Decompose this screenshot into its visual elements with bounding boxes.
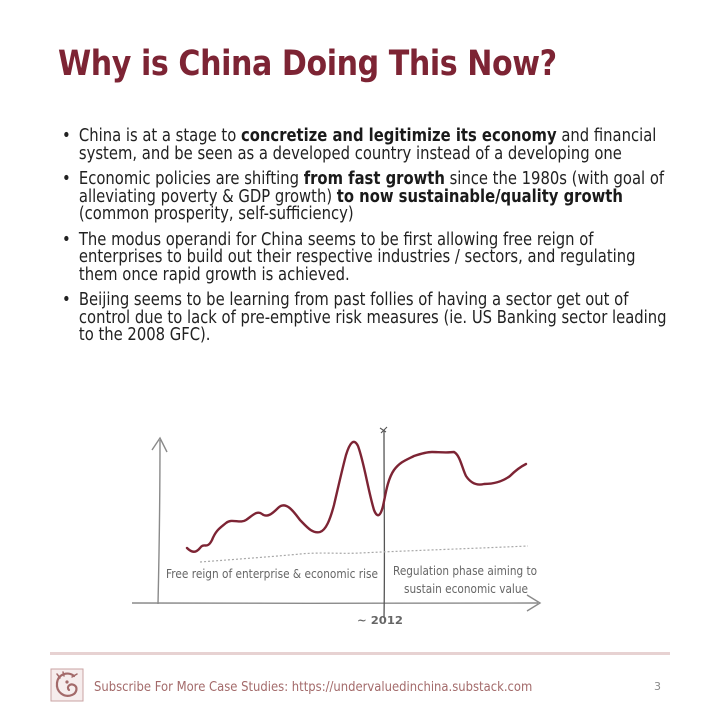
bullet-text: since the 1980s (with goal of alleviating poverty & GDP growth): [78, 169, 665, 207]
page-number: 3: [654, 680, 661, 693]
bullet-text: (common prosperity, self-sufficiency): [78, 204, 354, 224]
bullet-text: and financial system, and be seen as a developed country instead of a developing one: [78, 126, 657, 164]
sketch-growth-curve: [187, 442, 526, 552]
bullet-emphasis: to now sustainable/quality growth: [336, 186, 623, 207]
footer-divider: [50, 652, 670, 655]
sketch-left-label: Free reign of enterprise & economic rise: [166, 566, 379, 581]
bullet-text: China is at a stage to: [78, 126, 241, 146]
sketch-right-label-line2: sustain economic value: [404, 582, 528, 596]
sketch-right-label-line1: Regulation phase aiming to: [393, 564, 537, 578]
sketch-x-marker-label: ~ 2012: [357, 614, 403, 627]
bullet-text: Beijing seems to be learning from past follies of having a sector get out of control due to lack of pre-emptive risk measures (ie. US Banking sector leading to the 2008 GFC).: [78, 290, 667, 345]
sketch-baseline-trend: [200, 546, 528, 562]
bullet-text: Economic policies are shifting: [78, 169, 304, 189]
bullet-text: The modus operandi for China seems to be first allowing free reign of enterprises to build out their respective industries / sectors, and regulating them once rapid growth is achieved.: [78, 229, 636, 285]
bullet-emphasis: from fast growth: [303, 169, 445, 189]
dragon-logo-icon: [50, 668, 84, 702]
bullet-emphasis: concretize and legitimize its economy: [240, 126, 557, 146]
subscribe-link[interactable]: Subscribe For More Case Studies: https://undervaluedinchina.substack.com: [94, 679, 533, 695]
sketch-y-axis: [158, 440, 160, 604]
slide-title: Why is China Doing This Now?: [58, 44, 557, 84]
